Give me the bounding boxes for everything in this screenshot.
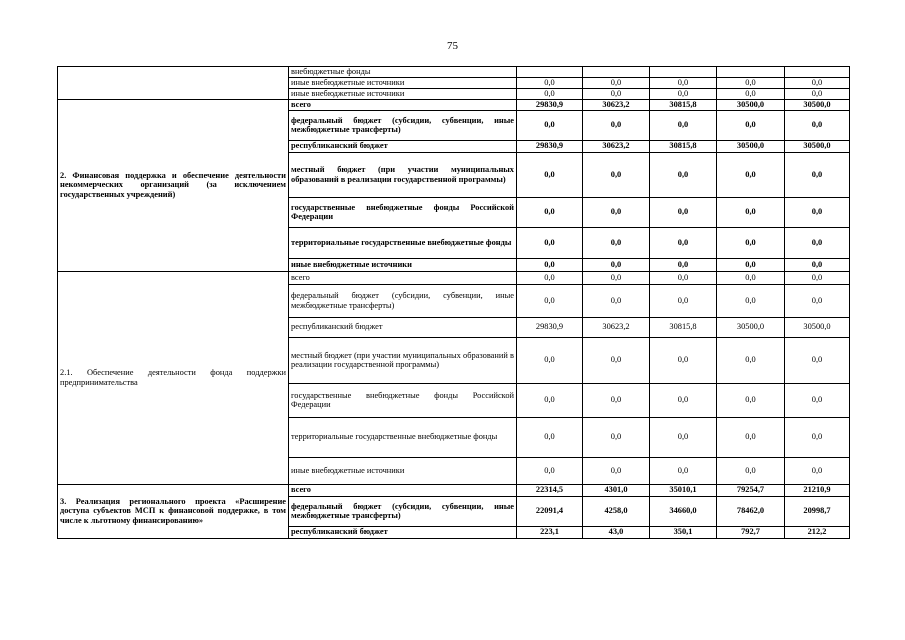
amount-cell: 0,0 <box>517 152 583 197</box>
amount-cell: 0,0 <box>583 417 650 457</box>
amount-cell: 30500,0 <box>785 317 850 337</box>
amount-cell: 22314,5 <box>517 484 583 496</box>
amount-cell: 792,7 <box>717 526 785 538</box>
amount-cell: 0,0 <box>717 284 785 317</box>
amount-cell: 0,0 <box>517 337 583 383</box>
amount-cell: 30500,0 <box>785 99 850 110</box>
amount-cell: 0,0 <box>650 417 717 457</box>
amount-cell: 0,0 <box>785 197 850 227</box>
funding-source-cell: федеральный бюджет (субсидии, субвенции, иные межбюджетные трансферты) <box>289 110 517 140</box>
amount-cell: 0,0 <box>717 77 785 88</box>
amount-cell: 29830,9 <box>517 317 583 337</box>
table-body <box>58 67 850 539</box>
amount-cell: 0,0 <box>650 227 717 258</box>
amount-cell: 0,0 <box>583 110 650 140</box>
amount-cell <box>650 67 717 78</box>
amount-cell: 0,0 <box>717 227 785 258</box>
funding-source-cell: местный бюджет (при участии муниципальных образований в реализации государственной программы) <box>289 337 517 383</box>
program-cell: 2. Финансовая поддержка и обеспечение деятельности некоммерческих организаций (за исключением государственных учреждений) <box>58 99 289 271</box>
amount-cell: 21210,9 <box>785 484 850 496</box>
amount-cell: 0,0 <box>650 383 717 417</box>
amount-cell: 0,0 <box>583 88 650 99</box>
amount-cell: 0,0 <box>785 457 850 484</box>
funding-source-cell: территориальные государственные внебюджетные фонды <box>289 417 517 457</box>
amount-cell: 30815,8 <box>650 140 717 152</box>
amount-cell: 0,0 <box>517 284 583 317</box>
funding-source-cell: территориальные государственные внебюджетные фонды <box>289 227 517 258</box>
amount-cell: 29830,9 <box>517 140 583 152</box>
funding-source-cell: иные внебюджетные источники <box>289 77 517 88</box>
amount-cell: 0,0 <box>785 337 850 383</box>
amount-cell: 0,0 <box>785 417 850 457</box>
amount-cell: 0,0 <box>717 337 785 383</box>
amount-cell: 0,0 <box>717 457 785 484</box>
table-row <box>58 484 850 496</box>
amount-cell: 0,0 <box>785 227 850 258</box>
amount-cell <box>717 67 785 78</box>
amount-cell: 0,0 <box>517 110 583 140</box>
amount-cell: 0,0 <box>583 77 650 88</box>
amount-cell: 0,0 <box>717 152 785 197</box>
amount-cell: 30500,0 <box>717 317 785 337</box>
amount-cell: 0,0 <box>785 88 850 99</box>
amount-cell: 4258,0 <box>583 496 650 526</box>
amount-cell: 0,0 <box>717 383 785 417</box>
amount-cell: 350,1 <box>650 526 717 538</box>
amount-cell: 22091,4 <box>517 496 583 526</box>
amount-cell: 0,0 <box>717 271 785 284</box>
funding-source-cell: республиканский бюджет <box>289 526 517 538</box>
amount-cell: 0,0 <box>785 77 850 88</box>
amount-cell: 0,0 <box>650 284 717 317</box>
amount-cell: 0,0 <box>717 88 785 99</box>
amount-cell: 0,0 <box>785 271 850 284</box>
funding-source-cell: всего <box>289 99 517 110</box>
amount-cell: 0,0 <box>717 110 785 140</box>
amount-cell: 0,0 <box>650 258 717 271</box>
amount-cell: 0,0 <box>717 417 785 457</box>
amount-cell: 4301,0 <box>583 484 650 496</box>
amount-cell <box>583 67 650 78</box>
funding-source-cell: государственные внебюджетные фонды Российской Федерации <box>289 383 517 417</box>
amount-cell: 0,0 <box>583 383 650 417</box>
amount-cell: 30500,0 <box>785 140 850 152</box>
funding-source-cell: внебюджетные фонды <box>289 67 517 78</box>
amount-cell: 0,0 <box>650 152 717 197</box>
amount-cell: 0,0 <box>517 271 583 284</box>
table-row <box>58 99 850 110</box>
amount-cell: 0,0 <box>650 77 717 88</box>
amount-cell: 0,0 <box>583 197 650 227</box>
amount-cell: 30500,0 <box>717 140 785 152</box>
amount-cell: 0,0 <box>583 227 650 258</box>
funding-source-cell: всего <box>289 484 517 496</box>
funding-source-cell: иные внебюджетные источники <box>289 457 517 484</box>
amount-cell: 212,2 <box>785 526 850 538</box>
amount-cell: 79254,7 <box>717 484 785 496</box>
amount-cell: 0,0 <box>785 110 850 140</box>
amount-cell: 30623,2 <box>583 99 650 110</box>
amount-cell: 0,0 <box>717 197 785 227</box>
amount-cell: 0,0 <box>517 88 583 99</box>
amount-cell: 0,0 <box>583 337 650 383</box>
program-cell: 3. Реализация регионального проекта «Расширение доступа субъектов МСП к финансовой поддержке, в том числе к льготному финансированию» <box>58 484 289 538</box>
funding-source-cell: республиканский бюджет <box>289 317 517 337</box>
funding-source-cell: федеральный бюджет (субсидии, субвенции, иные межбюджетные трансферты) <box>289 496 517 526</box>
amount-cell: 0,0 <box>650 271 717 284</box>
table-row <box>58 67 850 78</box>
amount-cell: 0,0 <box>517 227 583 258</box>
amount-cell: 20998,7 <box>785 496 850 526</box>
amount-cell: 0,0 <box>785 258 850 271</box>
amount-cell: 0,0 <box>650 88 717 99</box>
table-row <box>58 271 850 284</box>
amount-cell: 0,0 <box>583 457 650 484</box>
amount-cell: 223,1 <box>517 526 583 538</box>
amount-cell: 30623,2 <box>583 317 650 337</box>
funding-source-cell: иные внебюджетные источники <box>289 88 517 99</box>
amount-cell: 0,0 <box>583 258 650 271</box>
funding-source-cell: государственные внебюджетные фонды Российской Федерации <box>289 197 517 227</box>
page-number: 75 <box>447 40 458 52</box>
amount-cell: 0,0 <box>650 337 717 383</box>
amount-cell: 0,0 <box>583 284 650 317</box>
amount-cell: 0,0 <box>517 417 583 457</box>
amount-cell: 78462,0 <box>717 496 785 526</box>
amount-cell: 0,0 <box>517 77 583 88</box>
amount-cell: 30500,0 <box>717 99 785 110</box>
funding-source-cell: иные внебюджетные источники <box>289 258 517 271</box>
funding-source-cell: республиканский бюджет <box>289 140 517 152</box>
amount-cell: 0,0 <box>650 110 717 140</box>
funding-source-cell: федеральный бюджет (субсидии, субвенции, иные межбюджетные трансферты) <box>289 284 517 317</box>
amount-cell: 0,0 <box>650 457 717 484</box>
amount-cell: 0,0 <box>650 197 717 227</box>
amount-cell <box>517 67 583 78</box>
amount-cell: 0,0 <box>717 258 785 271</box>
amount-cell: 30815,8 <box>650 317 717 337</box>
amount-cell: 0,0 <box>517 258 583 271</box>
amount-cell: 35010,1 <box>650 484 717 496</box>
amount-cell: 0,0 <box>583 271 650 284</box>
amount-cell: 29830,9 <box>517 99 583 110</box>
amount-cell: 30815,8 <box>650 99 717 110</box>
budget-table <box>57 66 850 539</box>
program-cell: 2.1. Обеспечение деятельности фонда поддержки предпринимательства <box>58 271 289 484</box>
amount-cell: 43,0 <box>583 526 650 538</box>
amount-cell: 0,0 <box>517 457 583 484</box>
amount-cell: 0,0 <box>517 383 583 417</box>
program-cell <box>58 67 289 100</box>
funding-source-cell: местный бюджет (при участии муниципальных образований в реализации государственной программы) <box>289 152 517 197</box>
amount-cell: 0,0 <box>785 383 850 417</box>
amount-cell <box>785 67 850 78</box>
funding-source-cell: всего <box>289 271 517 284</box>
amount-cell: 0,0 <box>583 152 650 197</box>
amount-cell: 0,0 <box>785 284 850 317</box>
amount-cell: 0,0 <box>785 152 850 197</box>
amount-cell: 30623,2 <box>583 140 650 152</box>
amount-cell: 34660,0 <box>650 496 717 526</box>
amount-cell: 0,0 <box>517 197 583 227</box>
